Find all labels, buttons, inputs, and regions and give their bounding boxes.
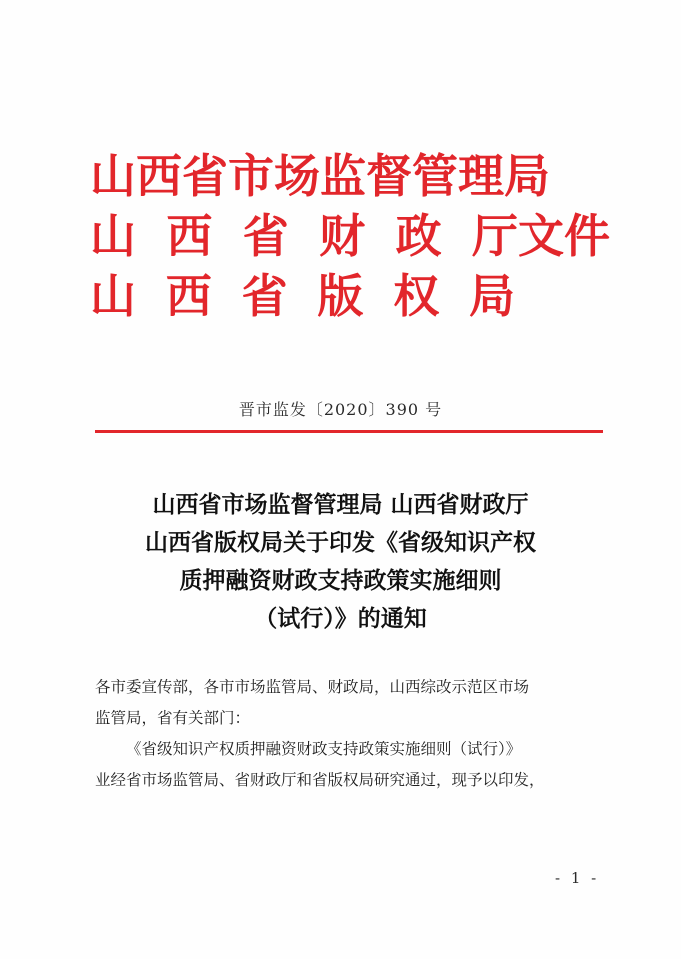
header-char: 西 xyxy=(166,209,213,263)
header-char: 山 xyxy=(90,209,136,263)
red-divider-line xyxy=(95,430,603,433)
salutation-line: 各市委宣传部，各市市场监管局、财政局，山西综改示范区市场 xyxy=(95,678,530,696)
notice-title-line: （试行）》的通知 xyxy=(254,606,427,632)
header-char: 财 xyxy=(319,209,366,263)
header-char: 局 xyxy=(468,269,515,323)
header-line-1-text: 山西省市场监督管理局 xyxy=(90,149,550,203)
notice-title-line: 山西省市场监督管理局 山西省财政厅 xyxy=(152,492,529,518)
page-number: - 1 - xyxy=(555,869,600,887)
paragraph-line: 《省级知识产权质押融资财政支持政策实施细则（试行）》 xyxy=(126,740,522,758)
notice-title-line: 山西省版权局关于印发《省级知识产权 xyxy=(145,530,536,556)
header-char: 省 xyxy=(242,209,289,263)
header-char: 西 xyxy=(165,269,212,323)
notice-title xyxy=(0,486,681,638)
salutation-line: 监管局，省有关部门： xyxy=(95,709,251,727)
header-line-1 xyxy=(90,146,550,206)
notice-title-line: 质押融资财政支持政策实施细则 xyxy=(179,568,502,594)
header-char: 山 xyxy=(90,269,136,323)
header-char: 省 xyxy=(241,269,288,323)
header-line-2 xyxy=(90,206,610,266)
issuing-authorities-header xyxy=(90,146,630,326)
notice-body xyxy=(95,672,610,796)
header-char: 版 xyxy=(317,269,364,323)
header-char: 厅文件 xyxy=(471,209,610,263)
paragraph-line: 业经省市场监管局、省财政厅和省版权局研究通过，现予以印发， xyxy=(95,771,545,789)
document-number: 晋市监发〔2020〕390 号 xyxy=(238,400,443,419)
header-char: 权 xyxy=(393,269,440,323)
header-char: 政 xyxy=(395,209,442,263)
header-line-3 xyxy=(90,266,515,326)
